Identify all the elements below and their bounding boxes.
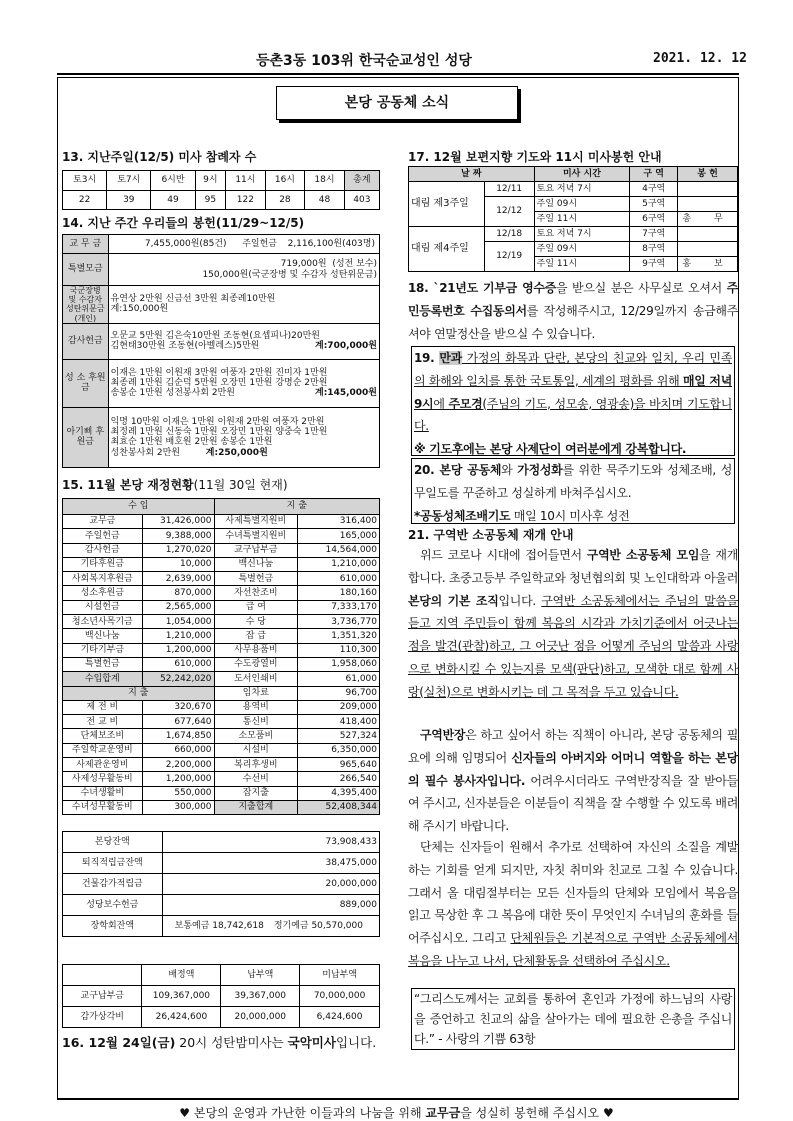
finance-amount: 1,351,320 [298, 629, 380, 643]
finance-item: 성소후원금 [63, 586, 143, 600]
finance-amount: 1,674,850 [142, 729, 214, 743]
kg-label: 국군장병 및 수감자 성탄위문금 (개인) [63, 286, 109, 324]
offering-table [62, 234, 380, 468]
s14-title: 14. 지난 주간 우리들의 봉헌(11/29~12/5) [62, 216, 305, 230]
finance-amount: 7,333,170 [298, 600, 380, 614]
finance-amount: 550,000 [142, 786, 214, 800]
mass-date: 12/12 [484, 197, 534, 227]
attendance-head: 9시 [195, 171, 226, 191]
seong-line2: 최종례 1만원 김순덕 5만원 오장민 1만원 강명순 2만원 [110, 378, 328, 389]
finance-item: 시설비 [214, 743, 298, 757]
finance-amount: 1,210,000 [298, 557, 380, 571]
s17-title: 17. 12월 보편지향 기도와 11시 미사봉헌 안내 [408, 150, 662, 164]
jumi-label: 주일헌금 [242, 238, 277, 249]
attendance-value: 48 [305, 191, 345, 210]
finance-item: 전 교 비 [63, 715, 143, 729]
kyogu-cell: 70,000,000 [300, 986, 380, 1007]
mass-offering: 총 무 [678, 212, 738, 227]
attendance-value: 403 [344, 191, 379, 210]
finance-amount: 96,700 [298, 686, 380, 700]
finance-item: 수선비 [214, 772, 298, 786]
s18-text: 18. `21년도 기부금 영수증을 받으실 분은 사무실로 오셔서 주민등록번호 수집동의서를 작성해주시고, 12/29일까지 송금해주셔야 연말정산을 받으실 수 있습니다. [408, 281, 738, 341]
finance-item: 사무용품비 [214, 643, 298, 657]
finance-item: 임차료 [214, 686, 298, 700]
finance-item: 감사헌금 [63, 543, 143, 557]
finance-amount: 300,000 [142, 800, 214, 814]
kg-line1: 유연상 2만원 신금선 3만원 최종례10만원 [110, 294, 276, 305]
attendance-head: 18시 [305, 171, 345, 191]
parish-name: 등촌3동 103위 한국순교성인 성당 [256, 53, 472, 69]
finance-amount: 6,350,000 [298, 743, 380, 757]
kyogu-cell: 39,367,000 [221, 986, 300, 1007]
attendance-table [62, 170, 380, 210]
finance-amount: 870,000 [142, 586, 214, 600]
s15-title: 15. 11월 본당 재정현황(11월 30일 현재) [62, 478, 288, 492]
seong-total: 계:145,000원 [315, 388, 377, 399]
attendance-value: 28 [265, 191, 305, 210]
finance-item: 수녀성무활동비 [63, 800, 143, 814]
finance-amount: 965,640 [298, 758, 380, 772]
finance-item: 백신나눔 [214, 557, 298, 571]
jang-normal: 보통예금 18,742,618 [174, 920, 264, 931]
jang-label: 장학회잔액 [63, 916, 163, 937]
finance-item: 청소년사목기금 [63, 615, 143, 629]
kyogu-cell: 교구납부금 [63, 986, 142, 1007]
finance-amount: 52,408,344 [298, 800, 380, 814]
finance-amount: 527,324 [298, 729, 380, 743]
finance-amount: 610,000 [298, 572, 380, 586]
jang-values [162, 916, 379, 937]
kyogu-cell: 20,000,000 [221, 1007, 300, 1028]
finance-amount: 660,000 [142, 743, 214, 757]
balance-value: 889,000 [162, 895, 379, 916]
finance-item: 수 당 [214, 615, 298, 629]
finance-amount: 316,400 [298, 515, 380, 529]
attendance-value: 39 [107, 191, 151, 210]
mass-time: 주일 09시 [534, 242, 630, 257]
attendance-value: 95 [195, 191, 226, 210]
balance-label: 본당잔액 [63, 832, 163, 853]
s21-para3: 단체는 신자들이 원해서 추가로 선택하여 자신의 소질을 계발하는 기회를 얻게 되지만, 자칫 취미와 친교로 그칠 수 있습니다. 그래서 올 대림절부터는 모든 신자들의 단체와 모임에서 복음을 읽고 묵상한 후 그 복음에 대한 뜻이 무엇인지 수녀님의 훈화를 들어주십시오. 그리고 단체원들은 기본적으로 구역반 소공동체에서 복음을 나누고 나서, 단체활동을 선택하여 주십시오. [408, 840, 739, 968]
mass-date: 12/18 [484, 227, 534, 242]
attendance-head: 토7시 [107, 171, 151, 191]
agi-line2: 최정례 1만원 신동숙 1만원 오장민 1만원 양중숙 1만원 [110, 426, 328, 437]
kyogu-cell: 26,424,600 [142, 1007, 221, 1028]
balance-label: 퇴직적립금잔액 [63, 853, 163, 874]
finance-item: 특별헌금 [214, 572, 298, 586]
s13-title: 13. 지난주일(12/5) 미사 참례자 수 [62, 150, 257, 164]
mass-head: 미사 시간 [534, 167, 630, 182]
income-header: 수 입 [63, 499, 215, 515]
attendance-head: 6시반 [151, 171, 195, 191]
mass-offering [678, 242, 738, 257]
teuk-label: 특별모금 [63, 254, 109, 286]
mass-zone: 5구역 [630, 197, 678, 212]
balance-value: 20,000,000 [162, 874, 379, 895]
seong-line3: 송봉순 1만원 성전봉사회 2만원 [110, 388, 235, 399]
kg-total: 계:150,000원 [110, 304, 169, 315]
attendance-head: 총계 [344, 171, 379, 191]
finance-amount: 4,395,400 [298, 786, 380, 800]
agi-label: 아기삐 후원금 [63, 407, 109, 467]
week-label: 대림 제4주일 [409, 227, 485, 272]
finance-item: 자선찬조비 [214, 586, 298, 600]
finance-amount: 1,270,020 [142, 543, 214, 557]
mass-time: 주일 11시 [534, 257, 630, 272]
agi-line3: 최효순 1만원 배호원 2만원 송봉순 1만원 [110, 437, 273, 448]
agi-line1: 익명 10만원 이재은 1만원 이원재 2만원 여풍자 2만원 [110, 416, 325, 427]
finance-item: 사제특별지원비 [214, 515, 298, 529]
finance-item: 교구납부금 [214, 543, 298, 557]
s20-text: 20. 본당 공동체와 가정성화를 위한 묵주기도와 성체조배, 성무일도를 꾸준하고 성실하게 바쳐주십시오. *공동성체조배기도 매일 10시 미사후 성전 [414, 463, 733, 523]
attendance-value: 22 [63, 191, 107, 210]
finance-item: 잡지출 [214, 786, 298, 800]
balance-label: 성당보수헌금 [63, 895, 163, 916]
jang-fixed: 정기예금 50,570,000 [273, 920, 363, 931]
attendance-head: 16시 [265, 171, 305, 191]
mass-offering [678, 227, 738, 242]
finance-amount: 320,670 [142, 700, 214, 714]
mass-time: 주일 09시 [534, 197, 630, 212]
empty-cell [63, 965, 142, 986]
finance-item: 백신나눔 [63, 629, 143, 643]
s21-para1: 위드 코로나 시대에 접어들면서 구역반 소공동체 모임을 재개합니다. 초중고등부 주일학교와 청년협의회 및 노인대학과 아울러 본당의 기본 조직입니다. 구역반 소공동체에서는 주님의 말씀을 듣고 지역 주민들이 함께 복음의 시각과 가치기준에서 어긋나는 점을 발견(관찰)하고, 그 어긋난 점을 어떻게 주님의 말씀과 사랑으로 변화시킬 수 있는지를 모색(판단)하고, 모색한 대로 함께 사랑(실천)으로 변화시키는 데 그 목적을 두고 있습니다. [408, 548, 738, 699]
kyomu-label: 교 무 금 [63, 235, 109, 254]
finance-item: 주일헌금 [63, 529, 143, 543]
teuk-line2: 150,000원(국군장병 및 수감자 성탄위문금) [202, 269, 377, 280]
finance-amount: 2,565,000 [142, 600, 214, 614]
gamsa-total: 계:700,000원 [315, 341, 377, 352]
finance-amount: 110,300 [298, 643, 380, 657]
mass-zone: 7구역 [630, 227, 678, 242]
finance-table [62, 498, 380, 815]
footer-text: ♥ 본당의 운영과 가난한 이들과의 나눔을 위해 교무금을 성실히 봉헌해 주십시오 ♥ [179, 1106, 614, 1120]
kyogu-cell: 감가상각비 [63, 1007, 142, 1028]
s21-title: 21. 구역반 소공동체 재개 안내 [408, 528, 574, 542]
mass-time: 토요 저녁 7시 [534, 182, 630, 197]
section-title-box: 본당 공동체 소식 [276, 86, 518, 120]
mass-offering-table [408, 166, 738, 272]
finance-amount: 1,210,000 [142, 629, 214, 643]
finance-item: 복리후생비 [214, 758, 298, 772]
finance-amount: 61,000 [298, 672, 380, 686]
attendance-head: 11시 [226, 171, 266, 191]
finance-amount: 610,000 [142, 657, 214, 671]
jumi-value: 2,116,100원(403명) [287, 238, 375, 249]
balance-value: 38,475,000 [162, 853, 379, 874]
agi-total: 계:250,000원 [205, 447, 268, 458]
finance-item: 사제성무활동비 [63, 772, 143, 786]
s16-notice: 16. 12월 24일(금) 20시 성탄밤미사는 국악미사입니다. [62, 1035, 377, 1050]
balance-value: 73,908,433 [162, 832, 379, 853]
mass-date: 12/19 [484, 242, 534, 272]
finance-amount: 2,200,000 [142, 758, 214, 772]
mass-head: 구 역 [630, 167, 678, 182]
finance-item: 제 전 비 [63, 700, 143, 714]
finance-item: 사회복지후원금 [63, 572, 143, 586]
finance-item: 소모품비 [214, 729, 298, 743]
kyogu-head: 납부액 [221, 965, 300, 986]
finance-amount: 1,054,000 [142, 615, 214, 629]
week-label: 대림 제3주일 [409, 182, 485, 227]
finance-item: 잡 급 [214, 629, 298, 643]
finance-item: 교무금 [63, 515, 143, 529]
finance-item: 시설헌금 [63, 600, 143, 614]
finance-amount: 418,400 [298, 715, 380, 729]
finance-amount: 52,242,020 [142, 672, 214, 686]
finance-item: 기타기부금 [63, 643, 143, 657]
kyogu-table [62, 964, 380, 1028]
kyomu-value: 7,455,000원(85건) [144, 238, 227, 249]
finance-item: 지출합계 [214, 800, 298, 814]
gamsa-label: 감사헌금 [63, 323, 109, 359]
finance-item: 수녀생활비 [63, 786, 143, 800]
finance-amount: 10,000 [142, 557, 214, 571]
mass-date: 12/11 [484, 182, 534, 197]
kyogu-cell: 6,424,600 [300, 1007, 380, 1028]
finance-amount: 180,160 [298, 586, 380, 600]
mass-zone: 9구역 [630, 257, 678, 272]
finance-amount: 1,200,000 [142, 643, 214, 657]
gamsa-line1: 오문교 5만원 김은숙10만원 조동현(요셉피나)20만원 [110, 330, 321, 341]
finance-amount: 14,564,000 [298, 543, 380, 557]
s21-para2: 구역반장은 하고 싶어서 하는 직책이 아니라, 본당 공동체의 필요에 의해 임명되어 신자들의 아버지와 어머니 역할을 하는 본당의 필수 봉사자입니다. 어려우시더라도 구역반장직을 잘 받아들여 주시고, 신자분들은 이분들이 직책을 잘 수행할 수 있도록 배려해 주시기 바랍니다. [408, 728, 738, 834]
attendance-head: 토3시 [63, 171, 107, 191]
header-rule [57, 73, 739, 75]
finance-item: 특별헌금 [63, 657, 143, 671]
kyogu-head: 배정액 [142, 965, 221, 986]
kyogu-head: 미납부액 [300, 965, 380, 986]
finance-amount: 209,000 [298, 700, 380, 714]
mass-offering [678, 197, 738, 212]
finance-amount: 165,000 [298, 529, 380, 543]
finance-item: 수녀특별지원비 [214, 529, 298, 543]
kyogu-cell: 109,367,000 [142, 986, 221, 1007]
quote-text: “그리스도께서는 교회를 통하여 혼인과 가정에 하느님의 사랑을 증언하고 친교의 삶을 살아가는 데에 필요한 은총을 주십니다.” - 사랑의 기쁨 63항 [414, 992, 732, 1046]
agi-line4: 성찬봉사회 2만원 [110, 447, 181, 458]
mass-time: 토요 저녁 7시 [534, 227, 630, 242]
finance-amount: 1,958,060 [298, 657, 380, 671]
finance-item: 기타후원금 [63, 557, 143, 571]
mass-head: 날 짜 [409, 167, 535, 182]
teuk-purpose: (성전 보수) [332, 259, 377, 270]
finance-item: 주일학교운영비 [63, 743, 143, 757]
finance-amount: 3,736,770 [298, 615, 380, 629]
finance-amount: 677,640 [142, 715, 214, 729]
mass-zone: 4구역 [630, 182, 678, 197]
finance-item: 사제관운영비 [63, 758, 143, 772]
balance-label: 건물감가적립금 [63, 874, 163, 895]
bulletin-date: 2021. 12. 12 [653, 51, 747, 66]
finance-amount: 31,426,000 [142, 515, 214, 529]
attendance-value: 49 [151, 191, 195, 210]
expense-header: 지 출 [214, 499, 379, 515]
finance-item: 용역비 [214, 700, 298, 714]
finance-item: 급 여 [214, 600, 298, 614]
balance-table [62, 831, 380, 937]
finance-amount: 1,200,000 [142, 772, 214, 786]
finance-item: 수입합계 [63, 672, 143, 686]
finance-item: 통신비 [214, 715, 298, 729]
seong-label: 성 소 후원금 [63, 359, 109, 407]
mass-head: 봉 헌 [678, 167, 738, 182]
mass-zone: 8구역 [630, 242, 678, 257]
finance-item: 단체보조비 [63, 729, 143, 743]
mass-offering [678, 182, 738, 197]
finance-amount: 2,639,000 [142, 572, 214, 586]
seong-line1: 이재은 1만원 이원재 3만원 여풍자 2만원 진미자 1만원 [110, 367, 328, 378]
finance-item: 수도광열비 [214, 657, 298, 671]
mass-time: 주일 11시 [534, 212, 630, 227]
teuk-amount: 719,000원 [280, 259, 327, 270]
expense-subheader: 지 출 [63, 686, 215, 700]
gamsa-line2: 김현태30만원 조동현(아벨레스)5만원 [110, 341, 260, 352]
finance-amount: 9,388,000 [142, 529, 214, 543]
attendance-value: 122 [226, 191, 266, 210]
mass-offering: 홍 보 [678, 257, 738, 272]
s19-text: 19. 만과 가정의 화목과 단란, 본당의 친교와 일치, 우리 민족의 화해와 일치를 통한 국토통일, 세계의 평화를 위해 매일 저녁 9시에 주모경(주님의 기도, 성모송, 영광송)을 바치며 기도합니다. ※ 기도후에는 본당 사제단이 여러분에게 강복합니다. [414, 351, 733, 457]
finance-item: 도서인쇄비 [214, 672, 298, 686]
mass-zone: 6구역 [630, 212, 678, 227]
footer-rule [57, 1098, 739, 1100]
finance-amount: 266,540 [298, 772, 380, 786]
